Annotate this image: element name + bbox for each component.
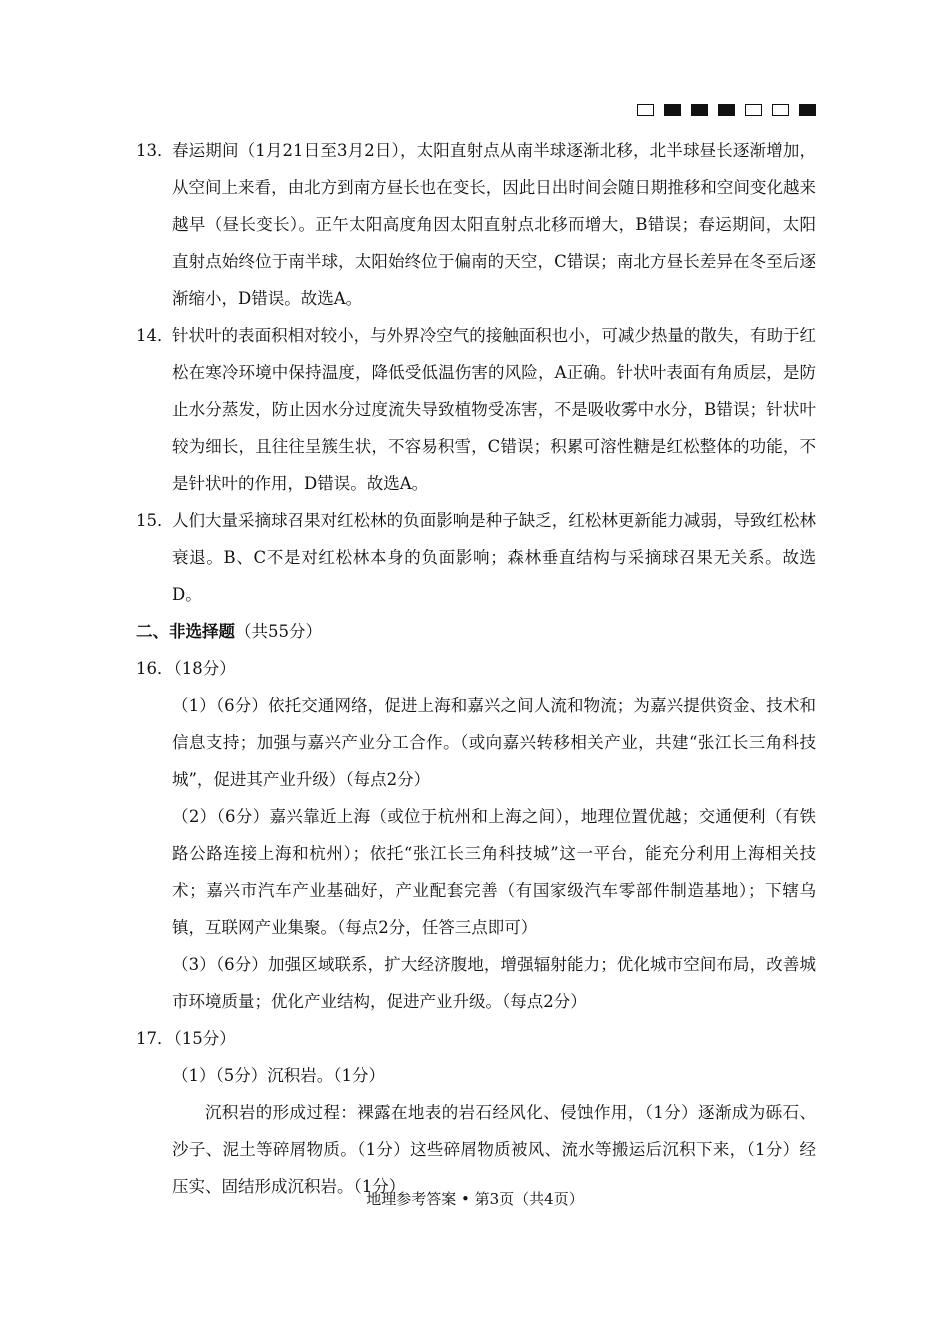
registration-mark bbox=[691, 104, 708, 116]
answer-17-1-detail: 沉积岩的形成过程：裸露在地表的岩石经风化、侵蚀作用，（1分）逐渐成为砾石、沙子、泥土等碎屑物质。（1分）这些碎屑物质被风、流水等搬运后沉积下来，（1分）经压实、固结形成沉积岩。（1分） bbox=[172, 1103, 816, 1196]
answer-text: 针状叶的表面积相对较小，与外界冷空气的接触面积也小，可减少热量的散失，有助于红松在寒冷环境中保持温度，降低受低温伤害的风险，A正确。针状叶表面有角质层，是防止水分蒸发，防止因水分过度流失导致植物受冻害，不是吸收雾中水分，B错误；针状叶较为细长，且往往呈簇生状，不容易积雪，C错误；积累可溶性糖是红松整体的功能，不是针状叶的作用，D错误。故选A。 bbox=[172, 326, 816, 493]
section-score: （共55分） bbox=[235, 622, 322, 641]
registration-mark bbox=[745, 104, 762, 116]
question-number: 15． bbox=[136, 511, 174, 530]
answer-16-3: （3）（6分）加强区域联系，扩大经济腹地，增强辐射能力；优化城市空间布局，改善城市环境质量；优化产业结构，促进产业升级。（每点2分） bbox=[172, 955, 816, 1011]
answer-14 bbox=[136, 317, 816, 502]
answer-16-head: 16．（18分） bbox=[136, 659, 236, 678]
answer-16-2: （2）（6分）嘉兴靠近上海（或位于杭州和上海之间），地理位置优越；交通便利（有铁路公路连接上海和杭州）；依托“张江长三角科技城”这一平台，能充分利用上海相关技术；嘉兴市汽车产业基础好，产业配套完善（有国家级汽车零部件制造基地）；下辖乌镇，互联网产业集聚。（每点2分，任答三点即可） bbox=[172, 807, 816, 937]
registration-mark bbox=[664, 104, 681, 116]
page-footer: 地理参考答案 • 第3页（共4页） bbox=[366, 1190, 584, 1208]
registration-mark bbox=[799, 104, 816, 116]
answer-text: 人们大量采摘球召果对红松林的负面影响是种子缺乏，红松林更新能力减弱，导致红松林衰退。B、C不是对红松林本身的负面影响；森林垂直结构与采摘球召果无关系。故选D。 bbox=[172, 511, 816, 604]
answer-15 bbox=[136, 502, 816, 613]
question-number: 14． bbox=[136, 326, 174, 345]
answer-16-1: （1）（6分）依托交通网络，促进上海和嘉兴之间人流和物流；为嘉兴提供资金、技术和信息支持；加强与嘉兴产业分工合作。（或向嘉兴转移相关产业，共建“张江长三角科技城”，促进其产业升级）（每点2分） bbox=[172, 696, 816, 789]
question-number: 13． bbox=[136, 141, 174, 160]
registration-mark bbox=[637, 104, 654, 116]
registration-marks bbox=[637, 104, 816, 116]
section-title: 二、非选择题 bbox=[136, 622, 235, 641]
section-heading bbox=[136, 613, 816, 650]
answer-17-head: 17．（15分） bbox=[136, 1029, 236, 1048]
registration-mark bbox=[718, 104, 735, 116]
answer-17-1: （1）（5分）沉积岩。（1分） bbox=[172, 1066, 385, 1085]
answer-text: 春运期间（1月21日至3月2日），太阳直射点从南半球逐渐北移，北半球昼长逐渐增加，从空间上来看，由北方到南方昼长也在变长，因此日出时间会随日期推移和空间变化越来越早（昼长变长）。正午太阳高度角因太阳直射点北移而增大，B错误；春运期间，太阳直射点始终位于南半球，太阳始终位于偏南的天空，C错误；南北方昼长差异在冬至后逐渐缩小，D错误。故选A。 bbox=[172, 141, 816, 308]
answer-content bbox=[136, 132, 816, 1205]
registration-mark bbox=[772, 104, 789, 116]
answer-13 bbox=[136, 132, 816, 317]
